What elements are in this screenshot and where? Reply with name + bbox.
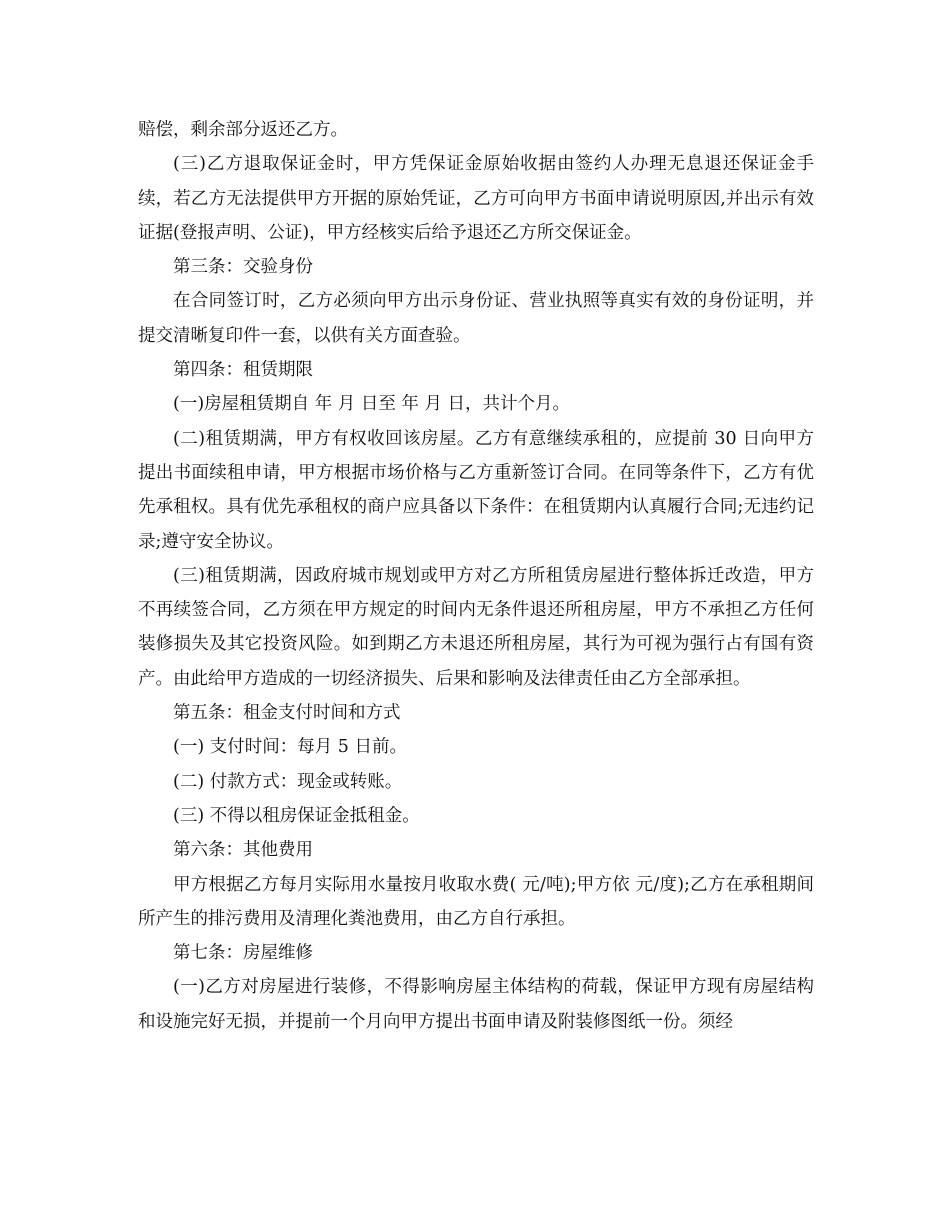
article-6-heading: 第六条：其他费用 [173,840,313,861]
article-3-heading: 第三条：交验身份 [173,257,313,278]
paragraph-15: (一)乙方对房屋进行装修，不得影响房屋主体结构的荷载，保证甲方现有房屋结构和设施完好无损，并提前一个月向甲方提出书面申请及附装修图纸一份。须经 [138,977,814,1032]
paragraph-7: (三)租赁期满，因政府城市规划或甲方对乙方所租赁房屋进行整体拆迁改造，甲方不再续签合同，乙方须在甲方规定的时间内无条件退还所租房屋，甲方不承担乙方任何装修损失及其它投资风险。如到期乙方未退还所租房屋，其行为可视为强行占有国有资产。由此给甲方造成的一切经济损失、后果和影响及法律责任由乙方全部承担。 [138,565,814,689]
paragraph-0: 赔偿，剩余部分返还乙方。 [138,120,348,140]
paragraph-3: 在合同签订时，乙方必须向甲方出示身份证、营业执照等真实有效的身份证明，并提交清晰复印件一套，以供有关方面查验。 [138,291,814,346]
article-4-heading: 第四条：租赁期限 [173,360,313,381]
paragraph-10: (二) 付款方式：现金或转账。 [173,771,403,792]
document-body [138,113,814,1039]
paragraph-5: (一)房屋租赁期自 年 月 日至 年 月 日，共计个月。 [173,394,571,415]
paragraph-9: (一) 支付时间：每月 5 日前。 [173,737,407,758]
paragraph-13: 甲方根据乙方每月实际用水量按月收取水费( 元/吨);甲方依 元/度);乙方在承租期间所产生的排污费用及清理化粪池费用，由乙方自行承担。 [138,874,814,929]
paragraph-1: (三)乙方退取保证金时，甲方凭保证金原始收据由签约人办理无息退还保证金手续，若乙方无法提供甲方开据的原始凭证，乙方可向甲方书面申请说明原因,并出示有效证据(登报声明、公证)，甲方经核实后给予退还乙方所交保证金。 [138,154,814,243]
article-7-heading: 第七条：房屋维修 [173,943,313,964]
paragraph-11: (三) 不得以租房保证金抵租金。 [173,805,420,826]
article-5-heading: 第五条：租金支付时间和方式 [173,703,401,724]
paragraph-6: (二)租赁期满，甲方有权收回该房屋。乙方有意继续承租的，应提前 30 日向甲方提出书面续租申请，甲方根据市场价格与乙方重新签订合同。在同等条件下，乙方有优先承租权。具有优先承租权的商户应具备以下条件：在租赁期内认真履行合同;无违约记录;遵守安全协议。 [138,428,814,552]
